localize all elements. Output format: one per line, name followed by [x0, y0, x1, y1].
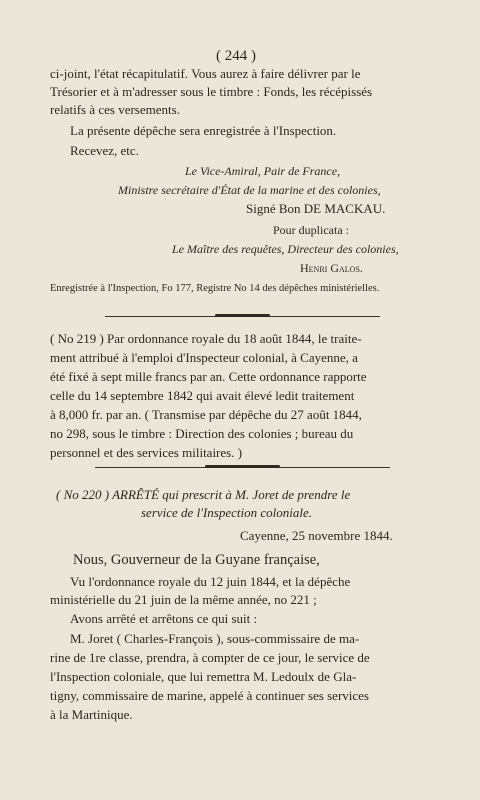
page-number: ( 244 )	[216, 48, 256, 64]
signature-line: Pour duplicata :	[273, 223, 349, 237]
text-line: tigny, commissaire de marine, appelé à continuer ses services	[50, 688, 369, 703]
text-line: à 8,000 fr. par an. ( Transmise par dépêche du 27 août 1844,	[50, 407, 362, 422]
registration-note: Enregistrée à l'Inspection, Fo 177, Registre No 14 des dépêches ministérielles.	[50, 283, 380, 294]
text-line: ment attribué à l'emploi d'Inspecteur colonial, à Cayenne, a	[50, 350, 358, 365]
signature-line: Ministre secrétaire d'État de la marine et des colonies,	[118, 183, 381, 197]
divider-ornament	[205, 465, 280, 468]
signature-name: Henri Galos.	[300, 261, 363, 275]
text-line: relatifs à ces versements.	[50, 102, 180, 117]
heading-line: ( No 220 ) ARRÊTÉ qui prescrit à M. Joret de prendre le	[56, 487, 351, 502]
text-line: personnel et des services militaires. )	[50, 445, 243, 460]
heading-line: service de l'Inspection coloniale.	[141, 505, 312, 520]
text-line: été fixé à sept mille francs par an. Cette ordonnance rapporte	[50, 369, 367, 384]
dateline: Cayenne, 25 novembre 1844.	[240, 528, 393, 543]
text-line: rine de 1re classe, prendra, à compter de ce jour, le service de	[50, 650, 370, 665]
text-line: Avons arrêté et arrêtons ce qui suit :	[70, 611, 258, 626]
divider-ornament	[215, 314, 270, 317]
text-line: ci-joint, l'état récapitulatif. Vous aurez à faire délivrer par le	[50, 66, 361, 81]
signature-line: Le Maître des requêtes, Directeur des colonies,	[172, 242, 399, 256]
text-line: celle du 14 septembre 1842 qui avait élevé ledit traitement	[50, 388, 355, 403]
signature-line: Le Vice-Amiral, Pair de France,	[185, 164, 341, 178]
signature-name: Signé Bon DE MACKAU.	[246, 201, 386, 216]
text-line: l'Inspection coloniale, que lui remettra M. Ledoulx de Gla-	[50, 669, 357, 684]
text-line: ministérielle du 21 juin de la même année, no 221 ;	[50, 592, 317, 607]
text-line: Nous, Gouverneur de la Guyane française,	[73, 552, 320, 568]
text-line: Vu l'ordonnance royale du 12 juin 1844, et la dépêche	[70, 574, 351, 589]
text-line: La présente dépêche sera enregistrée à l'Inspection.	[70, 123, 337, 138]
text-line: à la Martinique.	[50, 707, 133, 722]
text-line: Recevez, etc.	[70, 143, 139, 158]
text-line: no 298, sous le timbre : Direction des colonies ; bureau du	[50, 426, 354, 441]
text-line: Trésorier et à m'adresser sous le timbre : Fonds, les récépissés	[50, 84, 373, 99]
text-line: ( No 219 ) Par ordonnance royale du 18 août 1844, le traite-	[50, 331, 362, 346]
text-line: M. Joret ( Charles-François ), sous-commissaire de ma-	[70, 631, 360, 646]
